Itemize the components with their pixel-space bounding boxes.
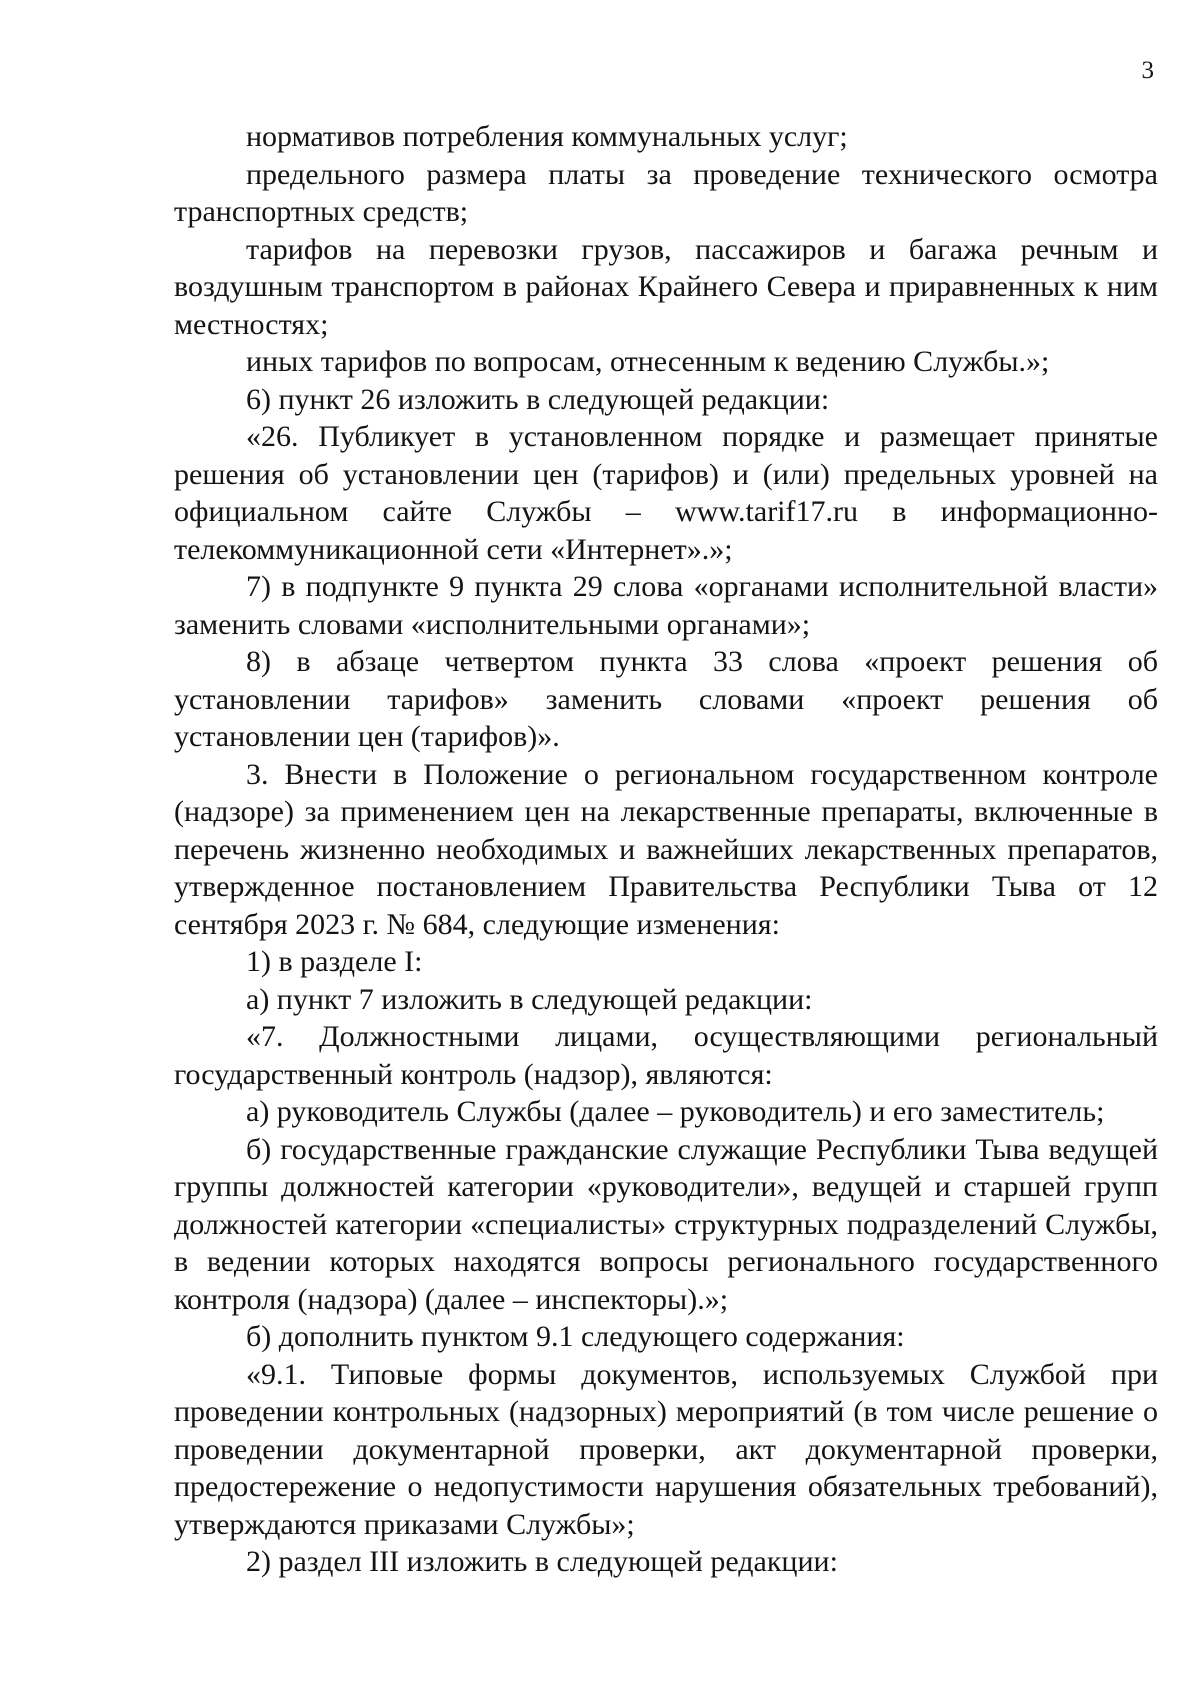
paragraph-transport-tariffs: тарифов на перевозки грузов, пассажиров и багажа речным и воздушным транспортом в районах Крайнего Севера и приравненных к ним местностях; xyxy=(174,232,1158,341)
paragraph-officials-a: а) руководитель Службы (далее – руководитель) и его заместитель; xyxy=(246,1095,1105,1128)
paragraph-consumption-norms: нормативов потребления коммунальных услуг; xyxy=(246,120,848,153)
paragraph-item-8: 8) в абзаце четвертом пункта 33 слова «проект решения об установлении тарифов» заменить словами «проект решения об установлении цен (тарифов)». xyxy=(174,645,1158,753)
paragraph-subsection-2: 2) раздел III изложить в следующей редакции: xyxy=(246,1545,838,1578)
paragraph-other-tariffs: иных тарифов по вопросам, отнесенным к ведению Службы.»; xyxy=(246,345,1050,378)
document-body xyxy=(174,118,1158,1581)
paragraph-subitem-a: а) пункт 7 изложить в следующей редакции: xyxy=(246,982,813,1016)
paragraph-subitem-b: б) дополнить пунктом 9.1 следующего содержания: xyxy=(246,1320,905,1353)
paragraph-clause-26: «26. Публикует в установленном порядке и размещает принятые решения об установлении цен (тарифов) и (или) предельных уровней на официальном сайте Службы – www.tarif17.ru в информационно-телекоммуникационной сети «Интернет».»; xyxy=(174,420,1158,566)
paragraph-clause-9-1: «9.1. Типовые формы документов, используемых Службой при проведении контрольных (надзорных) мероприятий (в том числе решение о проведении документарной проверки, акт документарной проверки, предостережение о недопустимости нарушения обязательных требований), утверждаются приказами Службы»; xyxy=(174,1357,1158,1541)
page-number: 3 xyxy=(1141,57,1154,84)
paragraph-section-3: 3. Внести в Положение о региональном государственном контроле (надзоре) за применением цен на лекарственные препараты, включенные в перечень жизненно необходимых и важнейших лекарственных препаратов, утвержденное постановлением Правительства Республики Тыва от 12 сентября 2023 г. № 684, следующие изменения: xyxy=(174,757,1158,941)
paragraph-item-6: 6) пункт 26 изложить в следующей редакции: xyxy=(246,382,830,416)
paragraph-inspection-fee: предельного размера платы за проведение технического осмотра транспортных средств; xyxy=(174,157,1158,228)
paragraph-item-7: 7) в подпункте 9 пункта 29 слова «органами исполнительной власти» заменить словами «исполнительными органами»; xyxy=(174,570,1158,641)
paragraph-subsection-1: 1) в разделе I: xyxy=(246,945,423,978)
paragraph-officials-b: б) государственные гражданские служащие Республики Тыва ведущей группы должностей категории «руководители», ведущей и старшей групп должностей категории «специалисты» структурных подразделений Службы, в ведении которых находятся вопросы регионального государственного контроля (надзора) (далее – инспекторы).»; xyxy=(174,1132,1158,1316)
paragraph-clause-7: «7. Должностными лицами, осуществляющими региональный государственный контроль (надзор), являются: xyxy=(174,1020,1158,1091)
